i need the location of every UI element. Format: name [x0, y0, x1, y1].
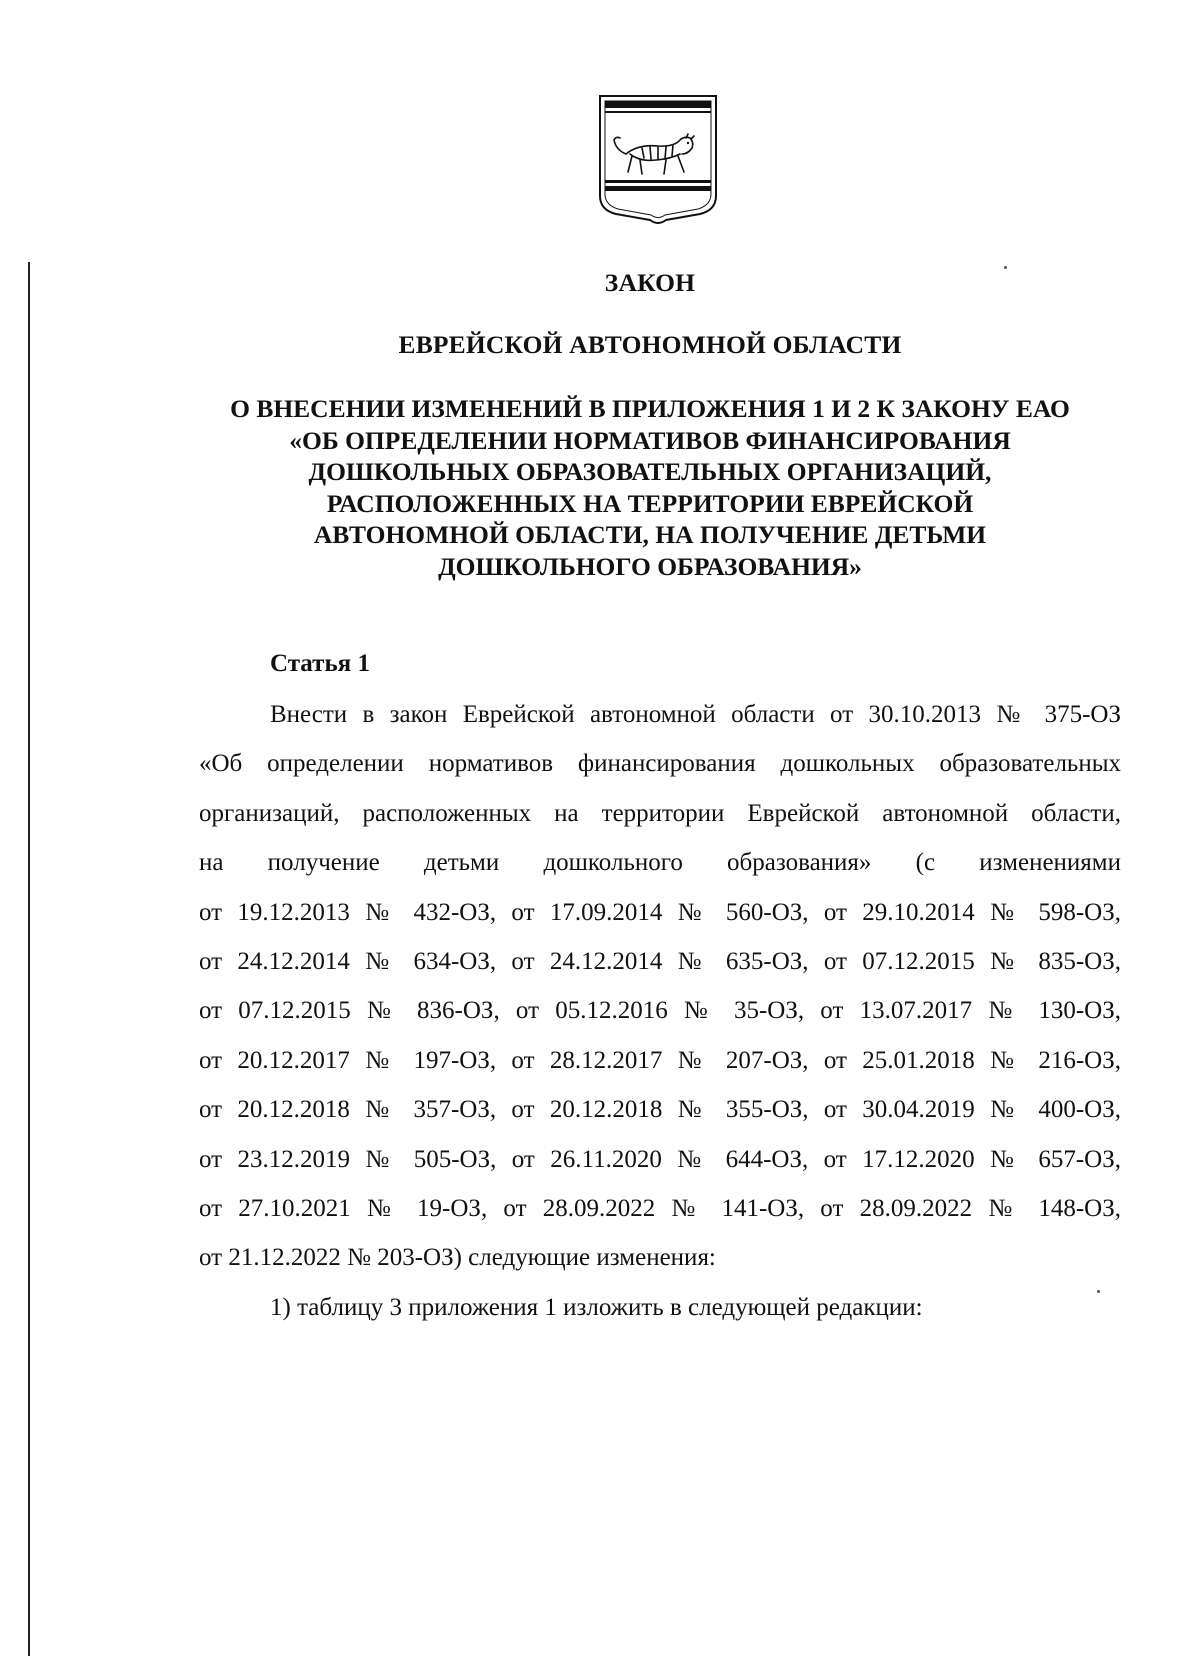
body-line: «Об определении нормативов финансирования дошкольных образовательных [199, 750, 1121, 778]
heading-law: ЗАКОН [604, 268, 696, 297]
title-line: О ВНЕСЕНИИ ИЗМЕНЕНИЙ В ПРИЛОЖЕНИЯ 1 И 2 К ЗАКОНУ ЕАО [230, 394, 1070, 423]
scan-speck [1097, 1290, 1100, 1293]
coat-of-arms-emblem [596, 92, 720, 228]
body-line: от 24.12.2014 № 634-ОЗ, от 24.12.2014 № 635-ОЗ, от 07.12.2015 № 835-ОЗ, [199, 947, 1121, 975]
body-line: 1) таблицу 3 приложения 1 изложить в следующей редакции: [270, 1293, 923, 1321]
scan-edge-line [28, 262, 30, 1656]
title-line: ДОШКОЛЬНОГО ОБРАЗОВАНИЯ» [438, 551, 862, 581]
body-line: организаций, расположенных на территории Еврейской автономной области, [199, 799, 1121, 827]
title-line: АВТОНОМНОЙ ОБЛАСТИ, НА ПОЛУЧЕНИЕ ДЕТЬМИ [313, 520, 987, 549]
document-title [130, 393, 1170, 582]
body-line: от 19.12.2013 № 432-ОЗ, от 17.09.2014 № 560-ОЗ, от 29.10.2014 № 598-ОЗ, [199, 898, 1121, 926]
scan-speck [1004, 266, 1007, 269]
body-line: от 20.12.2018 № 357-ОЗ, от 20.12.2018 № 355-ОЗ, от 30.04.2019 № 400-ОЗ, [199, 1096, 1121, 1124]
body-line: Внести в закон Еврейской автономной области от 30.10.2013 № 375-ОЗ [270, 701, 1121, 728]
title-line: ДОШКОЛЬНЫХ ОБРАЗОВАТЕЛЬНЫХ ОРГАНИЗАЦИЙ, [308, 457, 992, 486]
title-line: «ОБ ОПРЕДЕЛЕНИИ НОРМАТИВОВ ФИНАНСИРОВАНИЯ [289, 425, 1011, 455]
body-line: на получение детьми дошкольного образования» (с изменениями [199, 849, 1121, 877]
heading-region: ЕВРЕЙСКОЙ АВТОНОМНОЙ ОБЛАСТИ [398, 330, 902, 359]
body-line: от 20.12.2017 № 197-ОЗ, от 28.12.2017 № 207-ОЗ, от 25.01.2018 № 216-ОЗ, [199, 1046, 1121, 1074]
body-line: от 21.12.2022 № 203-ОЗ) следующие изменения: [199, 1244, 716, 1272]
body-line: от 23.12.2019 № 505-ОЗ, от 26.11.2020 № 644-ОЗ, от 17.12.2020 № 657-ОЗ, [199, 1145, 1121, 1173]
article-heading: Статья 1 [270, 650, 370, 677]
title-line: РАСПОЛОЖЕННЫХ НА ТЕРРИТОРИИ ЕВРЕЙСКОЙ [326, 488, 974, 518]
body-line: от 27.10.2021 № 19-ОЗ, от 28.09.2022 № 141-ОЗ, от 28.09.2022 № 148-ОЗ, [199, 1194, 1121, 1222]
article-body [199, 690, 1121, 1332]
body-line: от 07.12.2015 № 836-ОЗ, от 05.12.2016 № 35-ОЗ, от 13.07.2017 № 130-ОЗ, [199, 997, 1121, 1025]
